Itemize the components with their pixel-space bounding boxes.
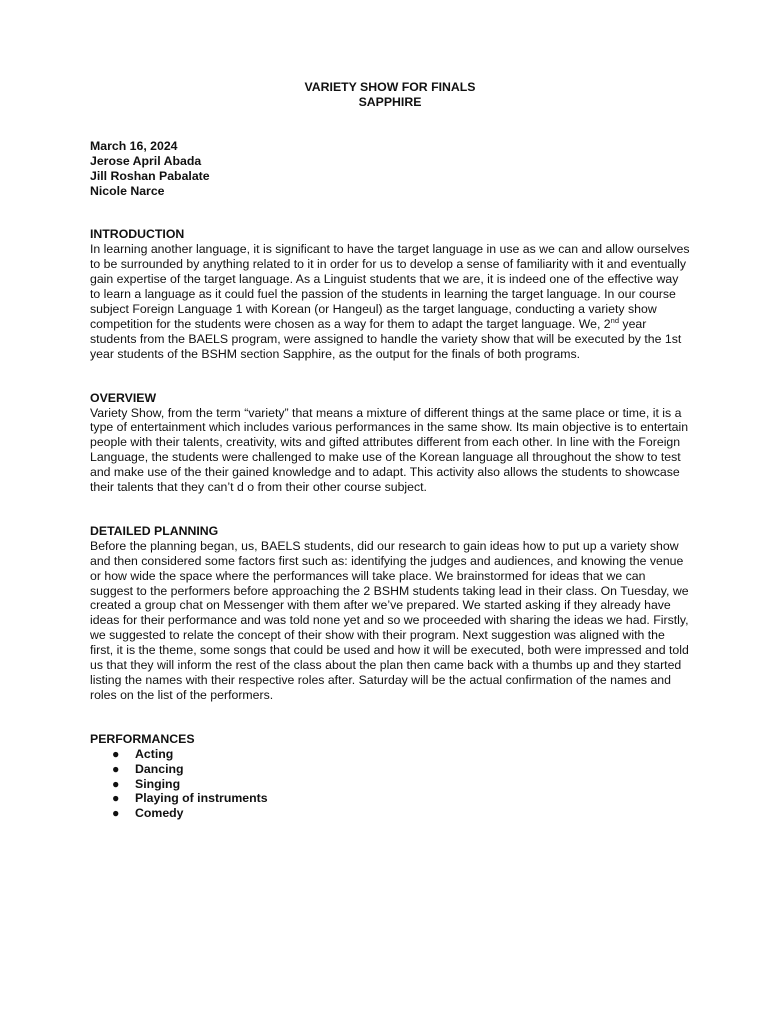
author-name: Jill Roshan Pabalate	[90, 168, 210, 183]
performance-label: Comedy	[135, 806, 184, 821]
document-page	[90, 80, 690, 821]
bullet-icon: ●	[112, 761, 120, 776]
overview-heading: OVERVIEW	[90, 390, 157, 405]
author-name: Jerose April Abada	[90, 153, 202, 168]
performances-list	[90, 747, 690, 822]
list-item	[90, 747, 690, 762]
planning-heading: DETAILED PLANNING	[90, 523, 219, 538]
ordinal-superscript: nd	[610, 315, 619, 325]
author-name: Nicole Narce	[90, 183, 165, 198]
document-date: March 16, 2024	[90, 138, 178, 153]
introduction-heading: INTRODUCTION	[90, 227, 185, 242]
performances-heading: PERFORMANCES	[90, 731, 195, 746]
introduction-text-continued: year students from the BAELS program, were assigned to handle the variety show that will be executed by the 1st year students of the BSHM section Sapphire, as the output for the finals of both programs.	[90, 316, 682, 361]
planning-section	[90, 524, 690, 703]
document-title: VARIETY SHOW FOR FINALS	[304, 80, 476, 94]
list-item	[90, 806, 690, 821]
introduction-section	[90, 227, 690, 361]
list-item	[90, 777, 690, 792]
introduction-text: In learning another language, it is significant to have the target language in use as we can and allow ourselves to be surrounded by anything related to it in order for us to develop a sense of familiarity with it and eventually gain expertise of the target language. As a Linguist students that we are, it is indeed one of the effective way to learn a language as it could fuel the passion of the students in learning the target language. In our course subject Foreign Language 1 with Korean (or Hangeul) as the target language, conducting a variety show competition for the students were chosen as a way for them to adapt the target language. We, 2	[90, 242, 690, 331]
performance-label: Playing of instruments	[135, 791, 268, 806]
list-item	[90, 762, 690, 777]
overview-paragraph: Variety Show, from the term “variety” that means a mixture of different things at the same place or time, it is a type of entertainment which includes various performances in the same show. Its main objective is to entertain people with their talents, creativity, wits and gifted attributes different from each other. In line with the Foreign Language, the students were challenged to make use of the Korean language all throughout the show to test and make use of the their gained knowledge and to adapt. This activity also allows the students to showcase their talents that they can’t d o from their other course subject.	[90, 405, 689, 495]
bullet-icon: ●	[112, 746, 120, 761]
bullet-icon: ●	[112, 776, 120, 791]
document-subtitle: SAPPHIRE	[358, 94, 422, 109]
performance-label: Acting	[135, 746, 174, 761]
list-item	[90, 791, 690, 806]
performance-label: Dancing	[135, 761, 184, 776]
performance-label: Singing	[135, 776, 181, 791]
title-block	[90, 80, 690, 110]
bullet-icon: ●	[112, 791, 120, 806]
author-block	[90, 139, 690, 199]
planning-paragraph: Before the planning began, us, BAELS students, did our research to gain ideas how to put up a variety show and then considered some factors first such as: identifying the judges and audiences, and knowing the venue or how wide the space where the performances will take place. We brainstormed for ideas that we can suggest to the performers before approaching the 2 BSHM students taking lead in their class. On Tuesday, we created a group chat on Messenger with them after we’ve prepared. We started asking if they already have ideas for their performance and was told none yet and so we proceeded with sharing the ideas we had. Firstly, we suggested to relate the concept of their show with their program. Next suggestion was aligned with the first, it is the theme, some songs that could be used and how it will be executed, both were impressed and told us that they will inform the rest of the class about the plan then came back with a thumbs up and they started listing the names with their respective roles after. Saturday will be the actual confirmation of the names and roles on the list of the performers.	[90, 538, 689, 702]
overview-section	[90, 391, 690, 495]
performances-section	[90, 732, 690, 821]
bullet-icon: ●	[112, 806, 120, 821]
introduction-paragraph	[90, 242, 690, 361]
